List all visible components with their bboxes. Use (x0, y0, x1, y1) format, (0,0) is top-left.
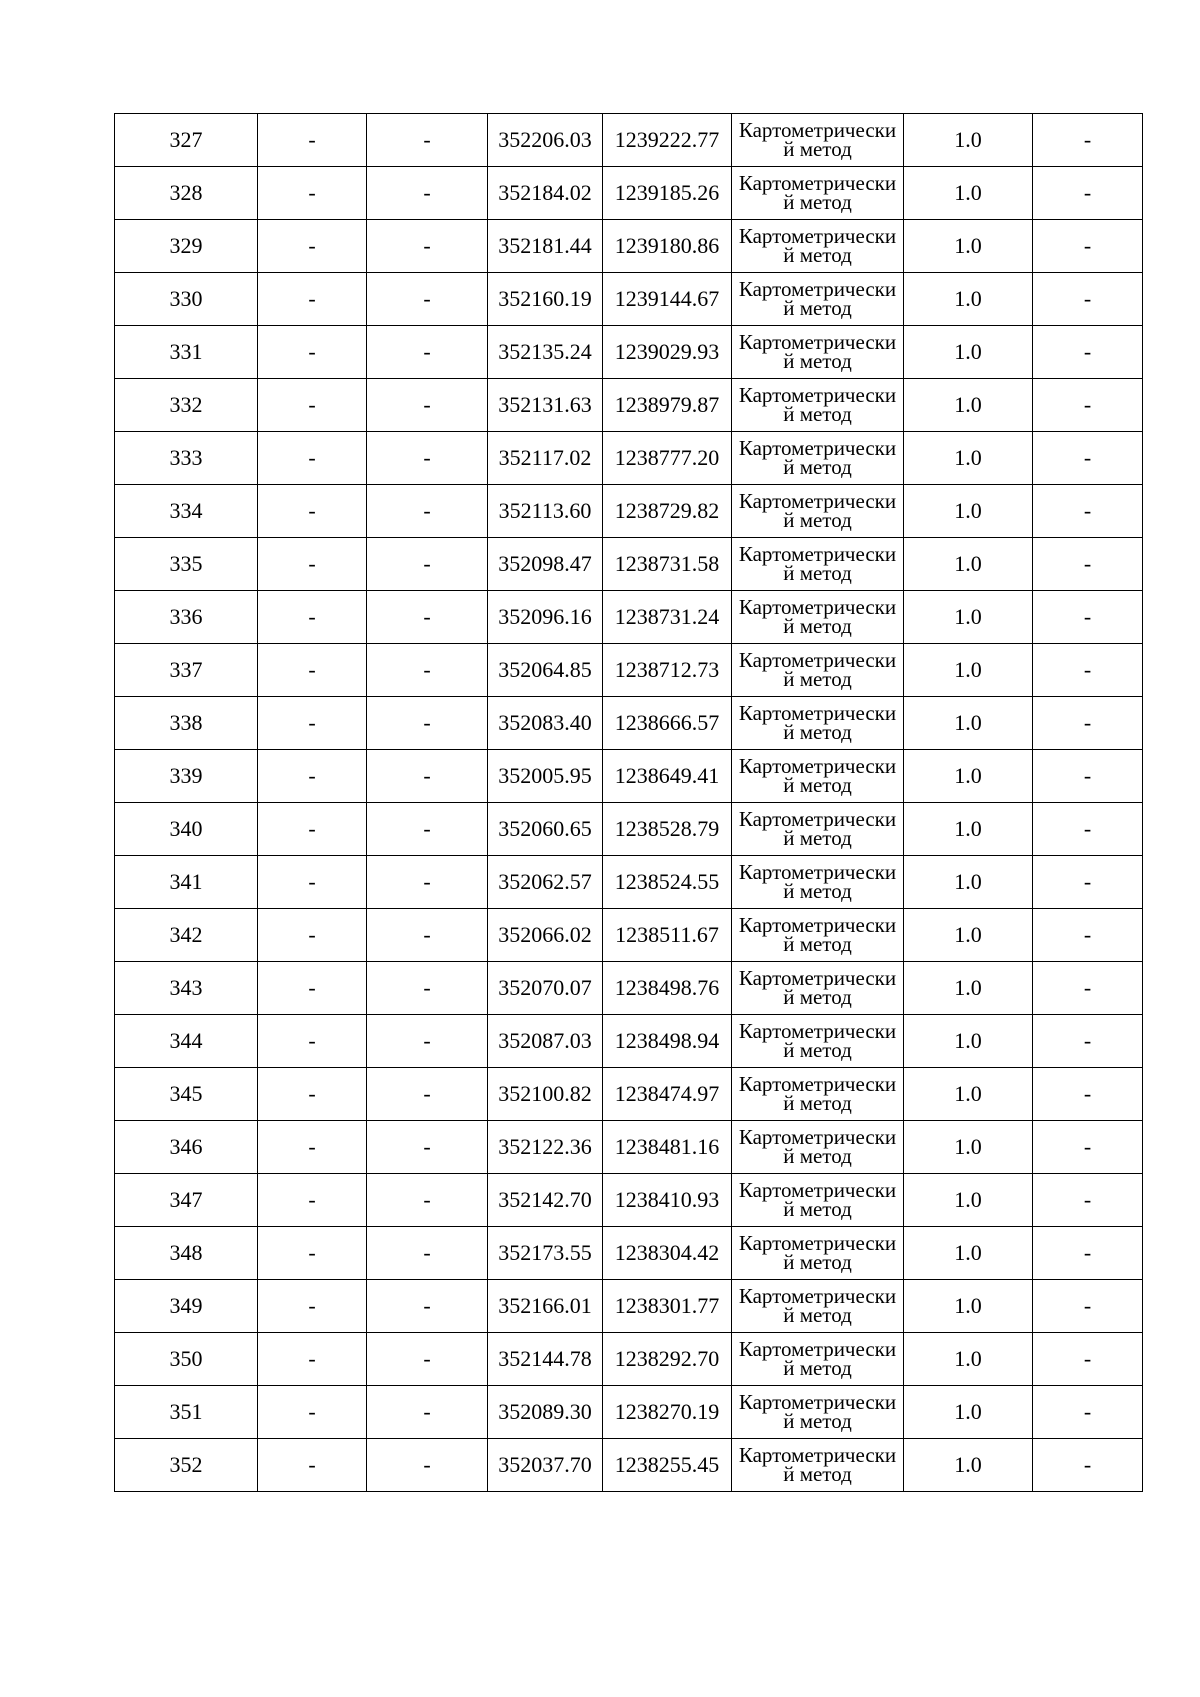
empty-value-cell: - (367, 273, 488, 326)
accuracy-cell: 1.0 (904, 750, 1033, 803)
empty-value-cell: - (1033, 1015, 1143, 1068)
table-row (115, 750, 1143, 803)
accuracy-cell: 1.0 (904, 856, 1033, 909)
method-cell: Картометрический метод (732, 1121, 904, 1174)
empty-value-cell: - (367, 1386, 488, 1439)
empty-value-cell: - (367, 1015, 488, 1068)
empty-value-cell: - (258, 803, 367, 856)
empty-value-cell: - (258, 1121, 367, 1174)
table-row (115, 1439, 1143, 1492)
empty-value-cell: - (1033, 1121, 1143, 1174)
x-coordinate-cell: 352166.01 (488, 1280, 603, 1333)
x-coordinate-cell: 352142.70 (488, 1174, 603, 1227)
x-coordinate-cell: 352206.03 (488, 114, 603, 167)
table-row (115, 167, 1143, 220)
empty-value-cell: - (1033, 1227, 1143, 1280)
point-number-cell: 330 (115, 273, 258, 326)
point-number-cell: 350 (115, 1333, 258, 1386)
table-row (115, 1386, 1143, 1439)
method-cell: Картометрический метод (732, 273, 904, 326)
point-number-cell: 327 (115, 114, 258, 167)
accuracy-cell: 1.0 (904, 114, 1033, 167)
method-cell: Картометрический метод (732, 1280, 904, 1333)
empty-value-cell: - (367, 485, 488, 538)
empty-value-cell: - (258, 432, 367, 485)
method-cell: Картометрический метод (732, 379, 904, 432)
point-number-cell: 334 (115, 485, 258, 538)
empty-value-cell: - (367, 326, 488, 379)
method-cell: Картометрический метод (732, 697, 904, 750)
method-cell: Картометрический метод (732, 167, 904, 220)
empty-value-cell: - (367, 114, 488, 167)
x-coordinate-cell: 352087.03 (488, 1015, 603, 1068)
empty-value-cell: - (258, 1280, 367, 1333)
point-number-cell: 352 (115, 1439, 258, 1492)
y-coordinate-cell: 1238410.93 (603, 1174, 732, 1227)
x-coordinate-cell: 352037.70 (488, 1439, 603, 1492)
accuracy-cell: 1.0 (904, 432, 1033, 485)
point-number-cell: 341 (115, 856, 258, 909)
y-coordinate-cell: 1238481.16 (603, 1121, 732, 1174)
method-cell: Картометрический метод (732, 856, 904, 909)
table-row (115, 1121, 1143, 1174)
empty-value-cell: - (367, 538, 488, 591)
empty-value-cell: - (1033, 432, 1143, 485)
x-coordinate-cell: 352122.36 (488, 1121, 603, 1174)
x-coordinate-cell: 352098.47 (488, 538, 603, 591)
point-number-cell: 340 (115, 803, 258, 856)
method-cell: Картометрический метод (732, 326, 904, 379)
empty-value-cell: - (1033, 856, 1143, 909)
empty-value-cell: - (1033, 1280, 1143, 1333)
accuracy-cell: 1.0 (904, 485, 1033, 538)
empty-value-cell: - (367, 220, 488, 273)
point-number-cell: 349 (115, 1280, 258, 1333)
table-row (115, 962, 1143, 1015)
method-cell: Картометрический метод (732, 1439, 904, 1492)
x-coordinate-cell: 352173.55 (488, 1227, 603, 1280)
empty-value-cell: - (1033, 326, 1143, 379)
point-number-cell: 333 (115, 432, 258, 485)
accuracy-cell: 1.0 (904, 220, 1033, 273)
table-row (115, 273, 1143, 326)
x-coordinate-cell: 352005.95 (488, 750, 603, 803)
empty-value-cell: - (367, 856, 488, 909)
empty-value-cell: - (367, 1068, 488, 1121)
table-row (115, 432, 1143, 485)
y-coordinate-cell: 1238255.45 (603, 1439, 732, 1492)
point-number-cell: 346 (115, 1121, 258, 1174)
method-cell: Картометрический метод (732, 1333, 904, 1386)
point-number-cell: 342 (115, 909, 258, 962)
empty-value-cell: - (1033, 962, 1143, 1015)
point-number-cell: 335 (115, 538, 258, 591)
empty-value-cell: - (258, 379, 367, 432)
empty-value-cell: - (1033, 803, 1143, 856)
accuracy-cell: 1.0 (904, 1280, 1033, 1333)
empty-value-cell: - (258, 273, 367, 326)
table-row (115, 1068, 1143, 1121)
table-row (115, 379, 1143, 432)
empty-value-cell: - (258, 1227, 367, 1280)
accuracy-cell: 1.0 (904, 379, 1033, 432)
empty-value-cell: - (367, 909, 488, 962)
y-coordinate-cell: 1238528.79 (603, 803, 732, 856)
empty-value-cell: - (1033, 644, 1143, 697)
x-coordinate-cell: 352100.82 (488, 1068, 603, 1121)
point-number-cell: 336 (115, 591, 258, 644)
accuracy-cell: 1.0 (904, 1015, 1033, 1068)
empty-value-cell: - (367, 379, 488, 432)
empty-value-cell: - (258, 644, 367, 697)
empty-value-cell: - (1033, 1439, 1143, 1492)
y-coordinate-cell: 1239180.86 (603, 220, 732, 273)
point-number-cell: 332 (115, 379, 258, 432)
empty-value-cell: - (258, 697, 367, 750)
x-coordinate-cell: 352070.07 (488, 962, 603, 1015)
x-coordinate-cell: 352113.60 (488, 485, 603, 538)
empty-value-cell: - (258, 962, 367, 1015)
x-coordinate-cell: 352066.02 (488, 909, 603, 962)
empty-value-cell: - (258, 1068, 367, 1121)
empty-value-cell: - (367, 1439, 488, 1492)
accuracy-cell: 1.0 (904, 1121, 1033, 1174)
accuracy-cell: 1.0 (904, 591, 1033, 644)
empty-value-cell: - (1033, 167, 1143, 220)
empty-value-cell: - (367, 167, 488, 220)
empty-value-cell: - (367, 1174, 488, 1227)
empty-value-cell: - (1033, 538, 1143, 591)
x-coordinate-cell: 352062.57 (488, 856, 603, 909)
method-cell: Картометрический метод (732, 803, 904, 856)
empty-value-cell: - (258, 167, 367, 220)
empty-value-cell: - (367, 591, 488, 644)
empty-value-cell: - (1033, 1068, 1143, 1121)
y-coordinate-cell: 1238649.41 (603, 750, 732, 803)
table-row (115, 644, 1143, 697)
empty-value-cell: - (258, 1015, 367, 1068)
empty-value-cell: - (1033, 485, 1143, 538)
y-coordinate-cell: 1239029.93 (603, 326, 732, 379)
empty-value-cell: - (367, 697, 488, 750)
empty-value-cell: - (367, 1227, 488, 1280)
empty-value-cell: - (258, 1333, 367, 1386)
accuracy-cell: 1.0 (904, 1174, 1033, 1227)
method-cell: Картометрический метод (732, 485, 904, 538)
y-coordinate-cell: 1238498.94 (603, 1015, 732, 1068)
empty-value-cell: - (1033, 1174, 1143, 1227)
accuracy-cell: 1.0 (904, 1333, 1033, 1386)
accuracy-cell: 1.0 (904, 167, 1033, 220)
y-coordinate-cell: 1238304.42 (603, 1227, 732, 1280)
point-number-cell: 348 (115, 1227, 258, 1280)
x-coordinate-cell: 352184.02 (488, 167, 603, 220)
empty-value-cell: - (258, 114, 367, 167)
table-row (115, 591, 1143, 644)
x-coordinate-cell: 352131.63 (488, 379, 603, 432)
empty-value-cell: - (367, 803, 488, 856)
point-number-cell: 347 (115, 1174, 258, 1227)
y-coordinate-cell: 1238666.57 (603, 697, 732, 750)
x-coordinate-cell: 352089.30 (488, 1386, 603, 1439)
accuracy-cell: 1.0 (904, 273, 1033, 326)
table-row (115, 909, 1143, 962)
x-coordinate-cell: 352181.44 (488, 220, 603, 273)
empty-value-cell: - (367, 1333, 488, 1386)
accuracy-cell: 1.0 (904, 697, 1033, 750)
empty-value-cell: - (367, 962, 488, 1015)
accuracy-cell: 1.0 (904, 1386, 1033, 1439)
table-row (115, 1015, 1143, 1068)
point-number-cell: 344 (115, 1015, 258, 1068)
empty-value-cell: - (258, 1386, 367, 1439)
table-row (115, 326, 1143, 379)
method-cell: Картометрический метод (732, 220, 904, 273)
table-row (115, 220, 1143, 273)
table-row (115, 114, 1143, 167)
empty-value-cell: - (258, 909, 367, 962)
empty-value-cell: - (258, 591, 367, 644)
point-number-cell: 337 (115, 644, 258, 697)
y-coordinate-cell: 1238731.24 (603, 591, 732, 644)
method-cell: Картометрический метод (732, 1227, 904, 1280)
accuracy-cell: 1.0 (904, 1227, 1033, 1280)
coordinates-table (114, 113, 1143, 1492)
empty-value-cell: - (1033, 591, 1143, 644)
point-number-cell: 343 (115, 962, 258, 1015)
table-row (115, 485, 1143, 538)
method-cell: Картометрический метод (732, 962, 904, 1015)
point-number-cell: 329 (115, 220, 258, 273)
method-cell: Картометрический метод (732, 1174, 904, 1227)
table-row (115, 1174, 1143, 1227)
empty-value-cell: - (1033, 1386, 1143, 1439)
y-coordinate-cell: 1238979.87 (603, 379, 732, 432)
table-body (115, 114, 1143, 1492)
method-cell: Картометрический метод (732, 1386, 904, 1439)
y-coordinate-cell: 1238474.97 (603, 1068, 732, 1121)
empty-value-cell: - (1033, 750, 1143, 803)
table-row (115, 538, 1143, 591)
method-cell: Картометрический метод (732, 750, 904, 803)
y-coordinate-cell: 1238498.76 (603, 962, 732, 1015)
point-number-cell: 351 (115, 1386, 258, 1439)
table-row (115, 803, 1143, 856)
table-row (115, 1227, 1143, 1280)
empty-value-cell: - (1033, 114, 1143, 167)
x-coordinate-cell: 352135.24 (488, 326, 603, 379)
point-number-cell: 339 (115, 750, 258, 803)
empty-value-cell: - (258, 538, 367, 591)
accuracy-cell: 1.0 (904, 1068, 1033, 1121)
accuracy-cell: 1.0 (904, 538, 1033, 591)
accuracy-cell: 1.0 (904, 644, 1033, 697)
y-coordinate-cell: 1238731.58 (603, 538, 732, 591)
y-coordinate-cell: 1239144.67 (603, 273, 732, 326)
accuracy-cell: 1.0 (904, 1439, 1033, 1492)
table-row (115, 856, 1143, 909)
y-coordinate-cell: 1239185.26 (603, 167, 732, 220)
empty-value-cell: - (1033, 1333, 1143, 1386)
empty-value-cell: - (367, 432, 488, 485)
y-coordinate-cell: 1238270.19 (603, 1386, 732, 1439)
empty-value-cell: - (367, 750, 488, 803)
method-cell: Картометрический метод (732, 591, 904, 644)
y-coordinate-cell: 1238777.20 (603, 432, 732, 485)
x-coordinate-cell: 352064.85 (488, 644, 603, 697)
x-coordinate-cell: 352160.19 (488, 273, 603, 326)
table-row (115, 1333, 1143, 1386)
method-cell: Картометрический метод (732, 538, 904, 591)
method-cell: Картометрический метод (732, 644, 904, 697)
empty-value-cell: - (1033, 273, 1143, 326)
y-coordinate-cell: 1238301.77 (603, 1280, 732, 1333)
y-coordinate-cell: 1238511.67 (603, 909, 732, 962)
accuracy-cell: 1.0 (904, 962, 1033, 1015)
table-row (115, 1280, 1143, 1333)
x-coordinate-cell: 352083.40 (488, 697, 603, 750)
y-coordinate-cell: 1239222.77 (603, 114, 732, 167)
point-number-cell: 345 (115, 1068, 258, 1121)
y-coordinate-cell: 1238729.82 (603, 485, 732, 538)
point-number-cell: 338 (115, 697, 258, 750)
empty-value-cell: - (258, 856, 367, 909)
empty-value-cell: - (367, 1280, 488, 1333)
empty-value-cell: - (1033, 909, 1143, 962)
accuracy-cell: 1.0 (904, 909, 1033, 962)
x-coordinate-cell: 352060.65 (488, 803, 603, 856)
y-coordinate-cell: 1238524.55 (603, 856, 732, 909)
y-coordinate-cell: 1238292.70 (603, 1333, 732, 1386)
empty-value-cell: - (258, 1439, 367, 1492)
y-coordinate-cell: 1238712.73 (603, 644, 732, 697)
accuracy-cell: 1.0 (904, 326, 1033, 379)
empty-value-cell: - (258, 750, 367, 803)
empty-value-cell: - (258, 1174, 367, 1227)
method-cell: Картометрический метод (732, 1015, 904, 1068)
method-cell: Картометрический метод (732, 432, 904, 485)
empty-value-cell: - (367, 1121, 488, 1174)
x-coordinate-cell: 352117.02 (488, 432, 603, 485)
point-number-cell: 328 (115, 167, 258, 220)
empty-value-cell: - (1033, 697, 1143, 750)
empty-value-cell: - (258, 326, 367, 379)
empty-value-cell: - (367, 644, 488, 697)
x-coordinate-cell: 352144.78 (488, 1333, 603, 1386)
method-cell: Картометрический метод (732, 909, 904, 962)
empty-value-cell: - (258, 485, 367, 538)
empty-value-cell: - (1033, 379, 1143, 432)
x-coordinate-cell: 352096.16 (488, 591, 603, 644)
empty-value-cell: - (1033, 220, 1143, 273)
method-cell: Картометрический метод (732, 1068, 904, 1121)
empty-value-cell: - (258, 220, 367, 273)
method-cell: Картометрический метод (732, 114, 904, 167)
accuracy-cell: 1.0 (904, 803, 1033, 856)
point-number-cell: 331 (115, 326, 258, 379)
table-row (115, 697, 1143, 750)
